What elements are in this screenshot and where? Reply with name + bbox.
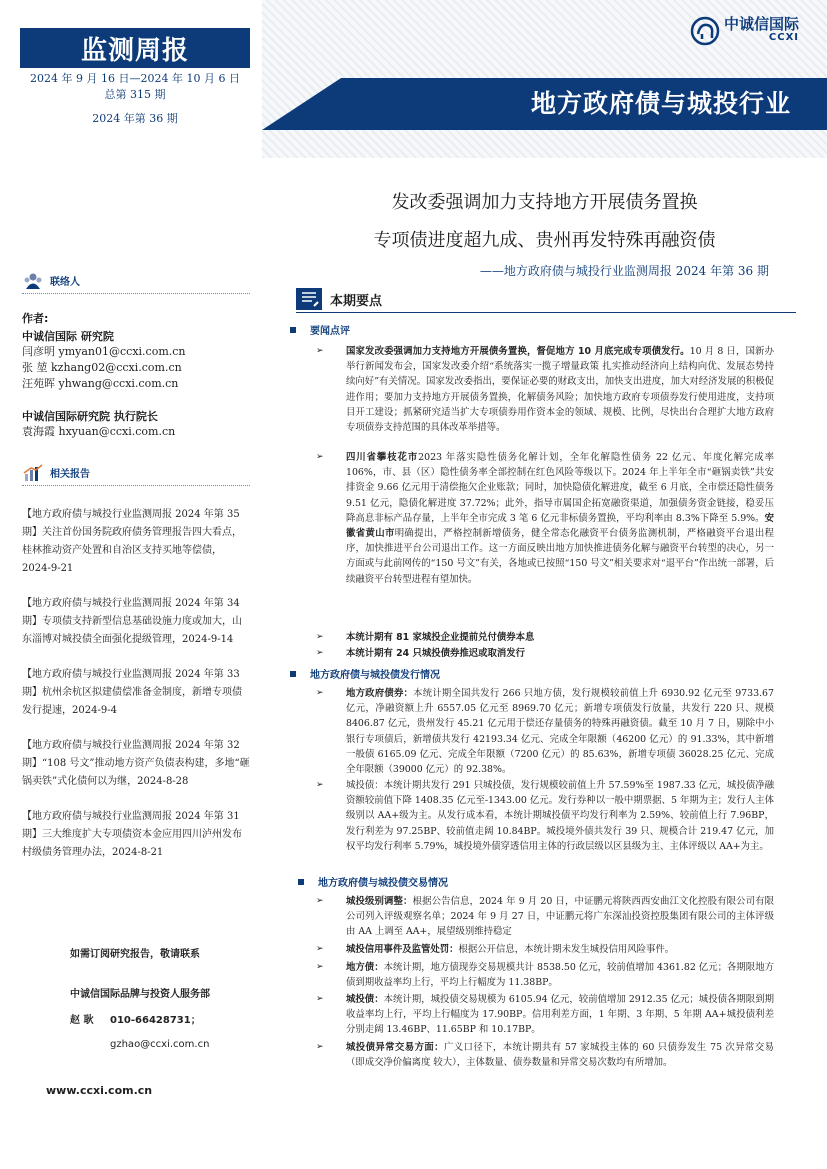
people-icon (22, 270, 44, 292)
related-report[interactable]: 【地方政府债与城投行业监测周报 2024 年第 35 期】关注首份国务院政府债务管理报告四大看点，桂林推动资产处置和自治区支持买地等偿债，2024-9-21 (22, 509, 242, 574)
key-points-header (296, 288, 382, 310)
contact-line2: 中诚信国际品牌与投资人服务部 (70, 989, 210, 1000)
trade-body: 广义口径下，本统计期共有 57 家城投主体的 60 只债券发生 75 次异常交易（即成交净价偏离度 较大），主体数量、债券数量和异常交易次数均有所增加。 (346, 1042, 774, 1069)
trade-lead: 城投信用事件及监管处罚： (346, 944, 459, 955)
logo-en: CCXI (768, 32, 799, 43)
news-item (316, 630, 774, 645)
contact-email[interactable]: gzhao@ccxi.com.cn (110, 1039, 210, 1050)
subtitle: ——地方政府债与城投行业监测周报 2024 年第 36 期 (479, 264, 769, 278)
trade-body: 本统计期，地方债现券交易规模共计 8538.50 亿元，较前值增加 4361.82 亿元；各期限地方债到期收益率均上行，平均上行幅度为 11.38BP。 (346, 962, 774, 989)
arrow-bullet-icon: ➢ (316, 994, 324, 1004)
related-report[interactable]: 【地方政府债与城投行业监测周报 2024 年第 32 期】“108 号文”推动地方资产负债表构建，多地“砸锅卖铁”式化债何以为继，2024-8-28 (22, 740, 250, 787)
author-1: 闫彦明 ymyan01@ccxi.com.cn (22, 345, 186, 358)
related-report[interactable]: 【地方政府债与城投行业监测周报 2024 年第 33 期】杭州余杭区拟建债偿准备金制度，新增专项债发行提速，2024-9-4 (22, 669, 242, 716)
arrow-bullet-icon: ➢ (316, 452, 324, 462)
news-item (316, 450, 774, 587)
report-type-badge: 监测周报 (20, 28, 250, 68)
issue-body: 城投债：本统计期共发行 291 只城投债，发行规模较前值上升 57.59%至 1987.33 亿元，城投债净融资额较前值下降 1408.35 亿元至-1343.00 亿元。发行券种以一般中期票据、5 年期为主；发行人主体级别以 AA+级为主。从发行成本看，本统计期城投债平均发行利率为 2.59%、较前值上行 7.96BP，发行利差为 97.25BP、较前值走阔 10.84BP。城投境外债共发行 39 只、规模合计 219.47 亿元，加权平均发行利率 5.79%，城投境外债穿透信用主体的行政层级以区县级为主、主体评级以 AA+为主。 (346, 780, 774, 852)
trade-item (316, 894, 774, 940)
trade-lead: 城投债异常交易方面： (346, 1042, 444, 1053)
authors-label: 作者: (22, 312, 49, 325)
news-body: 10 月 8 日，国新办举行新闻发布会，国家发改委介绍“系统落实一揽子增量政策 扎实推动经济向上结构向优、发展态势持续向好”有关情况。国家发改委指出，要保证必要的财政支出，加快支出进度，加大对经济发展的积极促进作用；要加力支持地方开展债务置换，化解债务风险；加快地方政府专项债券发行使用进度，支持项目开工建设；抓紧研究适当扩大专项债券用作资本金的领域、规模、比例，尽快出台合理扩大地方政府专项债券支持范围的具体改革举措等。 (346, 346, 774, 434)
news-item (316, 646, 774, 661)
issue-item (316, 778, 774, 854)
issue-item (316, 686, 774, 777)
issue-heading (290, 666, 440, 681)
trade-heading (298, 874, 448, 889)
author-2: 张 堃 kzhang02@ccxi.com.cn (22, 361, 182, 374)
trade-lead: 地方债： (346, 962, 384, 973)
contact-name: 赵 耿 (70, 1015, 94, 1026)
trade-body: 根据公告信息，2024 年 9 月 20 日，中证鹏元将陕西西安曲江文化控股有限公司有限公司列入评级观察名单；2024 年 9 月 27 日，中证鹏元将广东深汕投资控股集团有限公司的主体评级由 AA 上调至 AA+，展望级别维持稳定 (346, 896, 774, 938)
contact-line1: 如需订阅研究报告，敬请联系 (70, 949, 200, 960)
arrow-bullet-icon: ➢ (316, 1042, 324, 1052)
related-report[interactable]: 【地方政府债与城投行业监测周报 2024 年第 34 期】专项债支持新型信息基础设施力度或加大，山东淄博对城投债全面强化提级管理，2024-9-14 (22, 598, 242, 645)
logo-cn: 中诚信国际 (723, 15, 799, 33)
trade-lead: 城投债： (346, 994, 384, 1005)
sidebar (22, 268, 250, 879)
arrow-bullet-icon: ➢ (316, 896, 324, 906)
contacts-header (22, 268, 250, 294)
news-lead: 四川省攀枝花市 (346, 452, 419, 463)
website-link[interactable]: www.ccxi.com.cn (46, 1084, 153, 1097)
related-report[interactable]: 【地方政府债与城投行业监测周报 2024 年第 31 期】三大维度扩大专项债资本金应用四川泸州发布村级债务管理办法，2024-8-21 (22, 811, 242, 858)
trade-item (316, 960, 774, 990)
elephant-logo-icon (690, 16, 720, 46)
news-heading (290, 322, 350, 337)
issue-total: 总第 315 期 (104, 88, 166, 101)
issue-heading-text: 地方政府债与城投债发行情况 (310, 670, 440, 681)
date-range: 2024 年 9 月 16 日—2024 年 10 月 6 日 (30, 72, 240, 85)
news-lead: 本统计期有 81 家城投企业提前兑付债券本息 (346, 632, 535, 643)
news-item (316, 344, 774, 435)
arrow-bullet-icon: ➢ (316, 944, 324, 954)
arrow-bullet-icon: ➢ (316, 688, 324, 698)
ccxi-logo (690, 16, 799, 46)
arrow-bullet-icon: ➢ (316, 780, 324, 790)
arrow-bullet-icon: ➢ (316, 648, 324, 658)
issue-body: 本统计期全国共发行 266 只地方债，发行规模较前值上升 6930.92 亿元至 9733.67 亿元，净融资额上升 6557.05 亿元至 8969.70 亿元；新增专项债发行放量，共发行 220 只、规模 8406.87 亿元，贵州发行 45.21 亿元用于偿还存量债务的特殊再融资债。截至 10 月 7 日，剔除中小银行专项债后，新增债共发行 42193.34 亿元、完成全年限额（46200 亿元）的 91.33%，其中新增一般债 6165.09 亿元、完成全年限额（7200 亿元）的 85.63%，新增专项债 36028.25 亿元、完成全年限额（39000 亿元）的 92.38%。 (346, 688, 774, 776)
author-3: 汪苑晖 yhwang@ccxi.com.cn (22, 377, 179, 390)
news-body: 2023 年落实隐性债务化解计划，全年化解隐性债务 22 亿元、年度化解完成率 106%，市、县（区）隐性债务率全部控制在红色风险等级以下。2024 年上半年全市“砸锅卖铁”共安排资金 9.66 亿元用于清偿拖欠企业账款；同时，加快隐债化解进度，截至 6 月底，全市偿还隐性债务 9.51 亿元，隐债化解进度 37.72%；此外，指导市属国企拓宽融资渠道，加强债务资金链接，稳妥压降高息非标产品存量，上半年全市完成 3 笔 6 亿元非标债务置换，平均利率由 8.3%下降至 5.9%。 (346, 452, 774, 524)
trade-item (316, 942, 774, 957)
main-title-line1: 发改委强调加力支持地方开展债务置换 (391, 192, 698, 213)
trade-lead: 城投级别调整： (346, 896, 413, 907)
related-header (22, 460, 250, 486)
related-label: 相关报告 (50, 469, 90, 480)
issue-year: 2024 年第 36 期 (92, 112, 178, 125)
dean-contact: 袁海霞 hxyuan@ccxi.com.cn (22, 425, 176, 438)
sector-title: 地方政府债与城投行业 (530, 89, 791, 118)
chart-report-icon (22, 462, 44, 484)
arrow-bullet-icon: ➢ (316, 346, 324, 356)
contacts-label: 联络人 (50, 277, 80, 288)
trade-heading-text: 地方政府债与城投债交易情况 (318, 878, 448, 889)
trade-body: 本统计期，城投债交易规模为 6105.94 亿元，较前值增加 2912.35 亿元；城投债各期限到期收益率均上行，平均上行幅度为 17.90BP。信用利差方面，1 年期、3 年期、5 年期 AA+城投债利差分别走阔 13.46BP、11.65BP 和 10.17BP。 (346, 994, 774, 1036)
doc-icon (296, 288, 322, 310)
news-lead2: 安徽省黄山市 (346, 512, 774, 540)
trade-item (316, 1040, 774, 1070)
org-dean: 中诚信国际研究院 执行院长 (22, 410, 158, 423)
news-heading-text: 要闻点评 (310, 326, 350, 337)
key-points-divider (296, 312, 796, 313)
news-lead: 本统计期有 24 只城投债券推迟或取消发行 (346, 648, 525, 659)
subscription-contact (0, 945, 262, 1060)
news-body2: 明确提出，严格控制新增债务，健全常态化融资平台债务监测机制，严格融资平台退出程序，加快推进平台公司退出工作。这一方面反映出地方加快推进债务化解与融资平台转型的决心，另一方面或与此前网传的“150 号文”有关，各地或已按照“150 号文”相关要求对“退平台”作出统一部署，后续融资平台转型进程有望加快。 (346, 528, 774, 585)
main-title-line2: 专项债进度超九成、贵州再发特殊再融资债 (373, 230, 716, 251)
trade-item (316, 992, 774, 1038)
trade-body: 根据公开信息，本统计期未发生城投信用风险事件。 (458, 944, 675, 955)
issue-lead: 地方政府债券： (346, 688, 414, 699)
arrow-bullet-icon: ➢ (316, 632, 324, 642)
key-points-title: 本期要点 (330, 293, 383, 309)
news-lead: 国家发改委强调加力支持地方开展债务置换，督促地方 10 月底完成专项债发行。 (346, 346, 690, 357)
contact-phone: 010-66428731； (110, 1015, 201, 1026)
arrow-bullet-icon: ➢ (316, 962, 324, 972)
org-research: 中诚信国际 研究院 (22, 330, 114, 343)
